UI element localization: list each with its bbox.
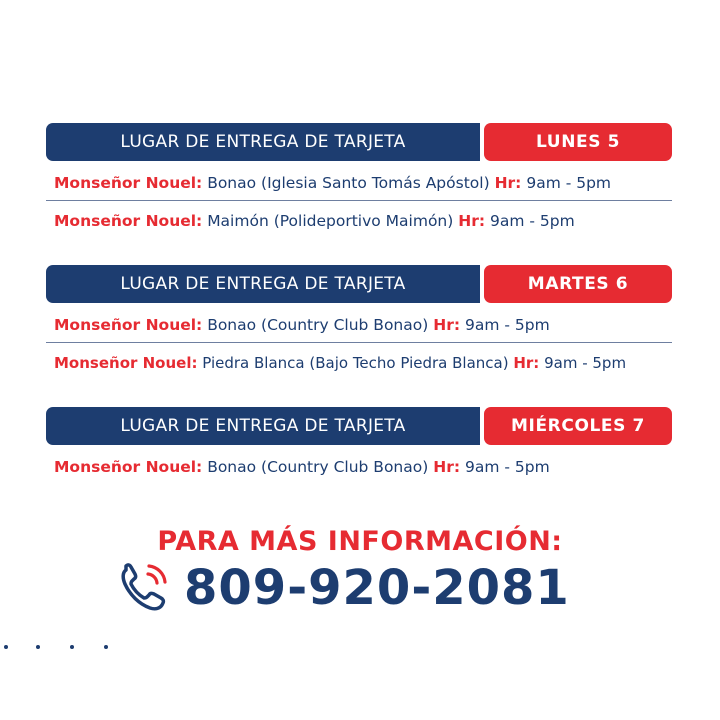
dot <box>104 645 108 649</box>
info-title: PARA MÁS INFORMACIÓN: <box>157 526 563 557</box>
day-badge: MARTES 6 <box>484 265 672 303</box>
phone-contact[interactable] <box>118 560 570 616</box>
place-text: Bonao (Country Club Bonao) <box>207 458 429 476</box>
dot <box>36 645 40 649</box>
schedule-section-miercoles <box>46 407 672 485</box>
schedule-section-lunes <box>46 123 672 239</box>
day-badge: MIÉRCOLES 7 <box>484 407 672 445</box>
hours-label: Hr: <box>458 212 486 230</box>
day-badge: LUNES 5 <box>484 123 672 161</box>
location-row <box>46 345 672 381</box>
header-label: LUGAR DE ENTREGA DE TARJETA <box>46 265 480 303</box>
phone-number[interactable]: 809-920-2081 <box>184 560 570 616</box>
hours-value: 9am - 5pm <box>464 315 550 334</box>
place-text: Piedra Blanca (Bajo Techo Piedra Blanca) <box>202 354 509 372</box>
header-label: LUGAR DE ENTREGA DE TARJETA <box>46 123 480 161</box>
section-header <box>46 407 672 447</box>
dot <box>70 645 74 649</box>
hours-value: 9am - 5pm <box>526 173 612 192</box>
region-label: Monseñor Nouel: <box>54 354 198 372</box>
hours-value: 9am - 5pm <box>544 354 627 372</box>
place-text: Bonao (Country Club Bonao) <box>207 315 429 334</box>
region-label: Monseñor Nouel: <box>54 212 203 230</box>
location-row <box>46 307 672 343</box>
region-label: Monseñor Nouel: <box>54 173 203 192</box>
hours-value: 9am - 5pm <box>464 458 550 476</box>
hours-label: Hr: <box>433 315 461 334</box>
location-row <box>46 449 672 485</box>
location-row <box>46 203 672 239</box>
hours-label: Hr: <box>433 458 461 476</box>
hours-label: Hr: <box>513 354 540 372</box>
place-text: Bonao (Iglesia Santo Tomás Apóstol) <box>207 173 490 192</box>
header-label: LUGAR DE ENTREGA DE TARJETA <box>46 407 480 445</box>
dot <box>4 645 8 649</box>
region-label: Monseñor Nouel: <box>54 315 203 334</box>
schedule-section-martes <box>46 265 672 381</box>
hours-label: Hr: <box>494 173 522 192</box>
phone-ringing-icon <box>118 560 176 616</box>
decorative-dots <box>0 642 120 652</box>
section-header <box>46 123 672 163</box>
region-label: Monseñor Nouel: <box>54 458 203 476</box>
place-text: Maimón (Polideportivo Maimón) <box>207 212 454 230</box>
location-row <box>46 165 672 201</box>
section-header <box>46 265 672 305</box>
hours-value: 9am - 5pm <box>490 212 575 230</box>
